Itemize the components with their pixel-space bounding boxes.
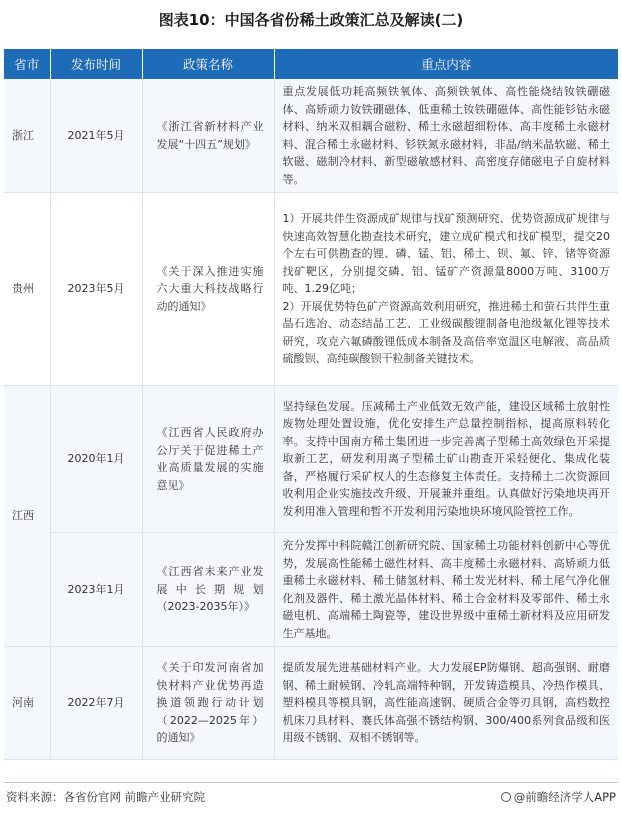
- header-date: 发布时间: [50, 49, 142, 79]
- policy-name-cell: 《关于印发河南省加快材料产业优势再造换道领跑行动计划（2022—2025年）的通知》: [142, 647, 274, 760]
- table-row: [4, 533, 618, 647]
- content-cell: [274, 533, 618, 647]
- province-cell: 河南: [4, 647, 50, 760]
- province-cell: 浙江: [4, 79, 50, 193]
- content-cell: [274, 79, 618, 193]
- date-cell: 2023年1月: [50, 533, 142, 647]
- policy-table: [4, 49, 618, 760]
- table-row: [4, 386, 618, 533]
- content-paragraph: 1）开展共伴生资源成矿规律与找矿预测研究、优势资源成矿规律与快速高效智慧化勘查技术研究，建立成矿模式和找矿模型，提交20个左右可供勘查的锂、磷、锰、铝、稀土、钡、氟、锌、锗等资源找矿靶区，分别提交磷、铝、锰矿产资源量8000万吨、3100万吨、1.29亿吨；: [282, 212, 610, 296]
- content-paragraph: 提质发展先进基础材料产业。大力发展EP防爆钢、超高强钢、耐磨钢、稀土耐候钢、冷轧高端特种钢，开发铸造模具、冷热作模具、塑料模具等模具钢，高性能高速钢、硬质合金等刃具钢，高档数控机床刀具材料、褰氏体高强不锈结构钢、300/400系列食品级和医用级不锈钢、双相不锈钢等。: [282, 661, 610, 745]
- content-paragraph: 2）开展优势特色矿产资源高效利用研究，推进稀土和萤石共伴生重晶石选冶、动态结晶工艺、工业级碳酸锂制备电池级氟化锂等技术研究，攻克六氟磷酸锂低成本制备及高倍率宽温区电解液、高品质硫酸钡、高纯碳酸钡干粒制备关键技术。: [282, 299, 610, 366]
- content-cell: [274, 193, 618, 386]
- content-cell: [274, 647, 618, 760]
- policy-name-cell: 《江西省未来产业发展中长期规划（2023-2035年）》: [142, 533, 274, 647]
- footer: [4, 782, 618, 807]
- brand-text: @前瞻经济学人APP: [513, 790, 616, 804]
- table-header-row: [4, 49, 618, 79]
- policy-name-cell: 《浙江省新材料产业发展“十四五”规划》: [142, 79, 274, 193]
- date-cell: 2023年5月: [50, 193, 142, 386]
- source-note: 资料来源：各省份官网 前瞻产业研究院: [6, 790, 206, 804]
- header-province: 省市: [4, 49, 50, 79]
- policy-name-cell: 《江西省人民政府办公厅关于促进稀土产业高质量发展的实施意见》: [142, 386, 274, 533]
- date-cell: 2022年7月: [50, 647, 142, 760]
- header-policy-name: 政策名称: [142, 49, 274, 79]
- date-cell: 2021年5月: [50, 79, 142, 193]
- province-cell: 贵州: [4, 193, 50, 386]
- chart-title: 图表10：中国各省份稀土政策汇总及解读(二): [158, 11, 464, 29]
- date-cell: 2020年1月: [50, 386, 142, 533]
- brand-credit: [501, 785, 616, 809]
- content-cell: [274, 386, 618, 533]
- table-row: [4, 647, 618, 760]
- header-key-content: 重点内容: [274, 49, 618, 79]
- table-row: [4, 193, 618, 386]
- table-row: [4, 79, 618, 193]
- content-paragraph: 重点发展低功耗高频铁氧体、高频铁氧体、高性能烧结钕铁硼磁体、高矫顽力钕铁硼磁体、低重稀土钕铁硼磁体、高性能钐钴永磁材料、纳米双相耦合磁粉、稀土永磁超细粉体、高丰度稀土永磁材料、混合稀土永磁材料、钐铁氮永磁材料，非晶/纳米晶软磁、稀土软磁、磁制冷材料、新型磁敏感材料、高密度存储磁电子自旋材料等。: [282, 85, 610, 186]
- content-paragraph: 充分发挥中科院赣江创新研究院、国家稀土功能材料创新中心等优势，发展高性能稀土磁性材料、高丰度稀土永磁材料、高矫顽力低重稀土永磁材料、稀土储氢材料、稀土发光材料、稀土尾气净化催化剂及器件、稀土激光晶体材料、稀土合金材料及零部件、稀土永磁电机、高端稀土陶瓷等，建设世界级中重稀土新材料及应用研发生产基地。: [282, 539, 610, 640]
- province-cell: 江西: [4, 386, 50, 647]
- content-paragraph: 坚持绿色发展。压减稀土产业低效无效产能，建设区域稀土放射性废物处理处置设施，优化安排生产总量控制指标，提高原料转化率。支持中国南方稀土集团进一步完善离子型稀土高效绿色开采提取新工艺，研发利用离子型稀土矿山勘查开采轻便化、集成化装备，严格履行采矿权人的生态修复主体责任。支持稀土二次资源回收利用企业实施技改升级、开展兼并重组。认真做好污染地块再开发利用准入管理和暂不开发利用污染地块环境风险管控工作。: [282, 399, 610, 518]
- policy-name-cell: 《关于深入推进实施六大重大科技战略行动的通知》: [142, 193, 274, 386]
- brand-logo-icon: [501, 792, 511, 802]
